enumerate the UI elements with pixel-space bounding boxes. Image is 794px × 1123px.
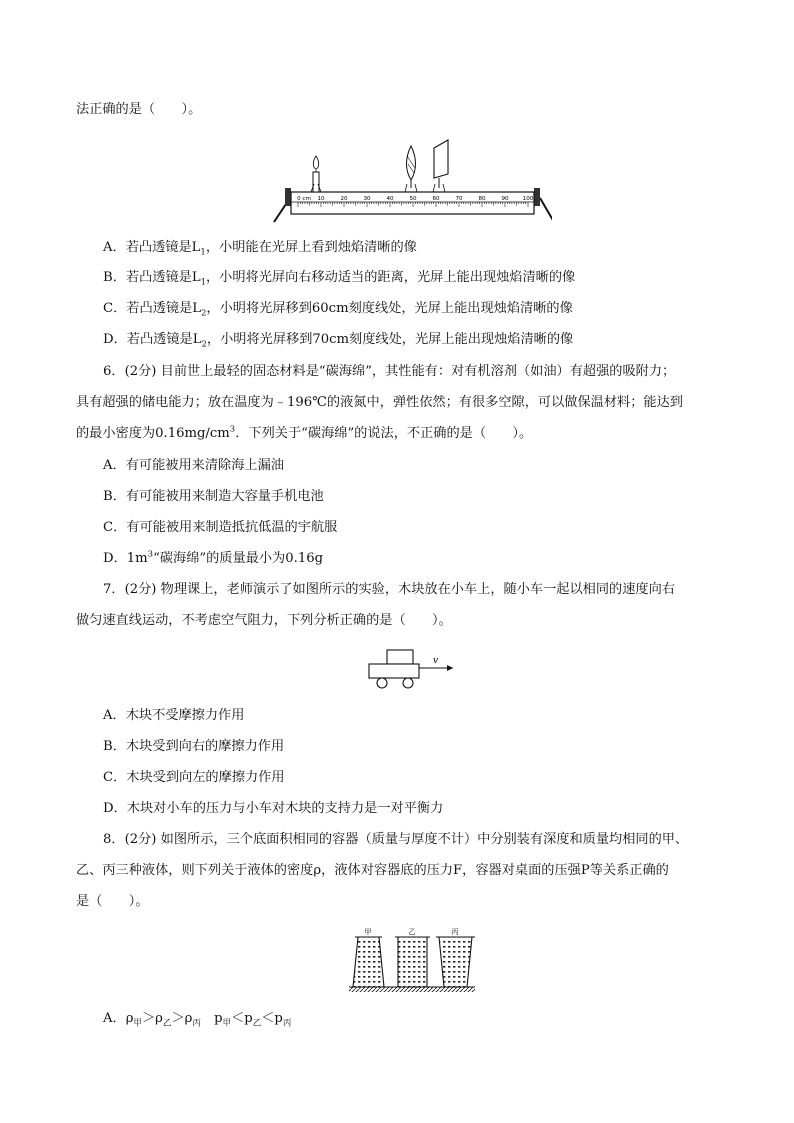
bench-tick-label: 40	[386, 196, 394, 202]
optical-bench-figure	[266, 138, 552, 226]
option-5b: B．若凸透镜是$L_1$，小明将光屏向右移动适当的距离，光屏上能出现烛焰清晰的像	[103, 270, 576, 288]
bench-tick-label: 50	[409, 196, 417, 202]
option-6b: B．有可能被用来制造大容量手机电池	[103, 489, 324, 504]
option-7d: D．木块对小车的压力与小车对木块的支持力是一对平衡力	[103, 801, 444, 816]
question-6-line-1: 6．(2分) 目前世上最轻的固态材料是“碳海绵”，其性能有：对有机溶剂（如油）有超强的吸附力；	[103, 364, 676, 379]
question-6-line-3: 的最小密度为$0.16mg/cm^3$．下列关于“碳海绵”的说法，不正确的是（ ）。	[76, 424, 533, 441]
bench-tick-label: 60	[432, 196, 440, 202]
option-7b: B．木块受到向右的摩擦力作用	[103, 739, 285, 754]
bench-tick-label: 10	[317, 196, 325, 202]
bench-tick-label: 70	[455, 196, 463, 202]
option-5a: A．若凸透镜是$L_1$，小明能在光屏上看到烛焰清晰的像	[103, 240, 417, 258]
cart-figure	[365, 646, 459, 692]
question-7-line-1: 7．(2分) 物理课上，老师演示了如图所示的实验，木块放在小车上，随小车一起以相同的速度向右	[103, 582, 675, 597]
option-6a: A．有可能被用来清除海上漏油	[103, 458, 284, 473]
question-8-line-2: 乙、丙三种液体，则下列关于液体的密度ρ，液体对容器底的压力F，容器对桌面的压强P等关系正确的	[76, 863, 669, 878]
container-label-bing: 丙	[451, 928, 459, 936]
question-continuation: 法正确的是（ ）。	[76, 102, 202, 117]
question-7-line-2: 做匀速直线运动，不考虑空气阻力，下列分析正确的是（ ）。	[76, 613, 452, 628]
question-8-line-3: 是（ ）。	[76, 894, 149, 909]
container-label-yi: 乙	[408, 928, 416, 936]
option-5c: C．若凸透镜是$L_2$，小明将光屏移到60cm刻度线处，光屏上能出现烛焰清晰的像	[103, 301, 573, 319]
bench-tick-label: 20	[340, 196, 348, 202]
velocity-label: v	[433, 656, 439, 666]
bench-tick-label: 0 cm	[297, 196, 311, 202]
option-6c: C．有可能被用来制造抵抗低温的宇航服	[103, 520, 338, 535]
bench-tick-label: 30	[363, 196, 371, 202]
bench-tick-label: 90	[501, 196, 509, 202]
cart-body	[369, 664, 419, 678]
option-6d: D．$1m^3“$碳海绵”的质量最小为0.16g	[103, 549, 324, 566]
option-7a: A．木块不受摩擦力作用	[103, 708, 245, 723]
question-6-line-2: 具有超强的储电能力；放在温度为﹣196℃的液氮中，弹性依然；有很多空隙，可以做保温材料；能达到	[76, 395, 683, 410]
bench-tick-label: 80	[478, 196, 486, 202]
wood-block	[387, 650, 413, 664]
bench-tick-label: 100	[522, 196, 534, 202]
option-7c: C．木块受到向左的摩擦力作用	[103, 770, 285, 785]
containers-figure	[347, 925, 477, 995]
question-8-line-1: 8．(2分) 如图所示，三个底面积相同的容器（质量与厚度不计）中分别装有深度和质量均相同的甲、	[103, 832, 689, 847]
option-8a: A．$\rho_甲>\rho_乙>\rho_丙$ $p_甲<p_乙<p_丙$	[103, 1011, 292, 1029]
container-label-jia: 甲	[364, 928, 372, 936]
option-5d: D．若凸透镜是$L_2$，小明将光屏移到70cm刻度线处，光屏上能出现烛焰清晰的像	[103, 332, 574, 350]
